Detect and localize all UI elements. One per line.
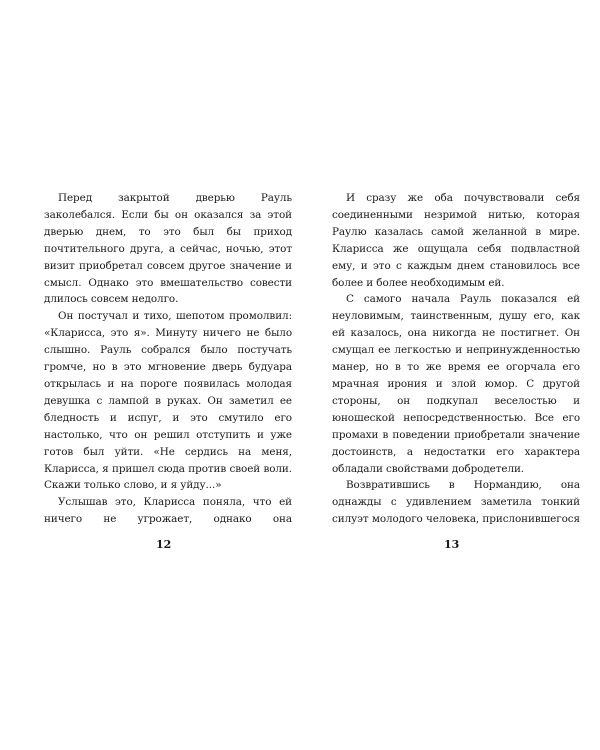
paragraph: И сразу же оба почувствовали себя соединенными незримой нитью, которая Раулю казалась самой желанной в мире. Кларисса же ощущала себя подвластной ему, и это с каждым днем становилось все более и более необходимым ей.	[332, 192, 580, 289]
paragraph: Услышав это, Кларисса поняла, что ей ничего не угрожает, однако она	[44, 496, 292, 526]
right-page-text	[332, 190, 580, 530]
page-number: 13	[444, 538, 460, 551]
paragraph: Возвратившись в Нормандию, она однажды с удивлением заметила тонкий силуэт молодого человека, прислонившегося	[332, 479, 580, 526]
left-page	[44, 190, 292, 570]
left-page-text	[44, 190, 292, 530]
page-number: 12	[156, 538, 172, 551]
paragraph: Перед закрытой дверью Рауль заколебался. Если бы он оказался за этой дверью днем, то это был бы приход почтительного друга, а сейчас, ночью, этот визит приобретал совсем другое значение и смысл. Однако это вмешательство совести длилось совсем недолго.	[44, 192, 292, 306]
right-page	[332, 190, 580, 570]
paragraph: Он постучал и тихо, шепотом промолвил: «Кларисса, это я». Минуту ничего не было слышно. Рауль собрался было постучать громче, но в это мгновение дверь будуара открылась и на пороге появилась молодая девушка с лампой в руках. Он заметил ее бледность и испуг, и это смутило его настолько, что он решил отступить и уже готов был уйти. «Не сердись на меня, Кларисса, я пришел сюда против своей воли. Скажи только слово, и я уйду...»	[44, 310, 292, 492]
paragraph: С самого начала Рауль показался ей неуловимым, таинственным, душу его, как ей казалось, она никогда не постигнет. Он смущал ее легкостью и непринужденностью манер, но в то же время ее огорчала его мрачная ирония и злой юмор. С другой стороны, он подкупал веселостью и юношеской непосредственностью. Все его промахи в поведении приобретали значение достоинств, а недостатки его характера обладали свойствами добродетели.	[332, 293, 580, 475]
